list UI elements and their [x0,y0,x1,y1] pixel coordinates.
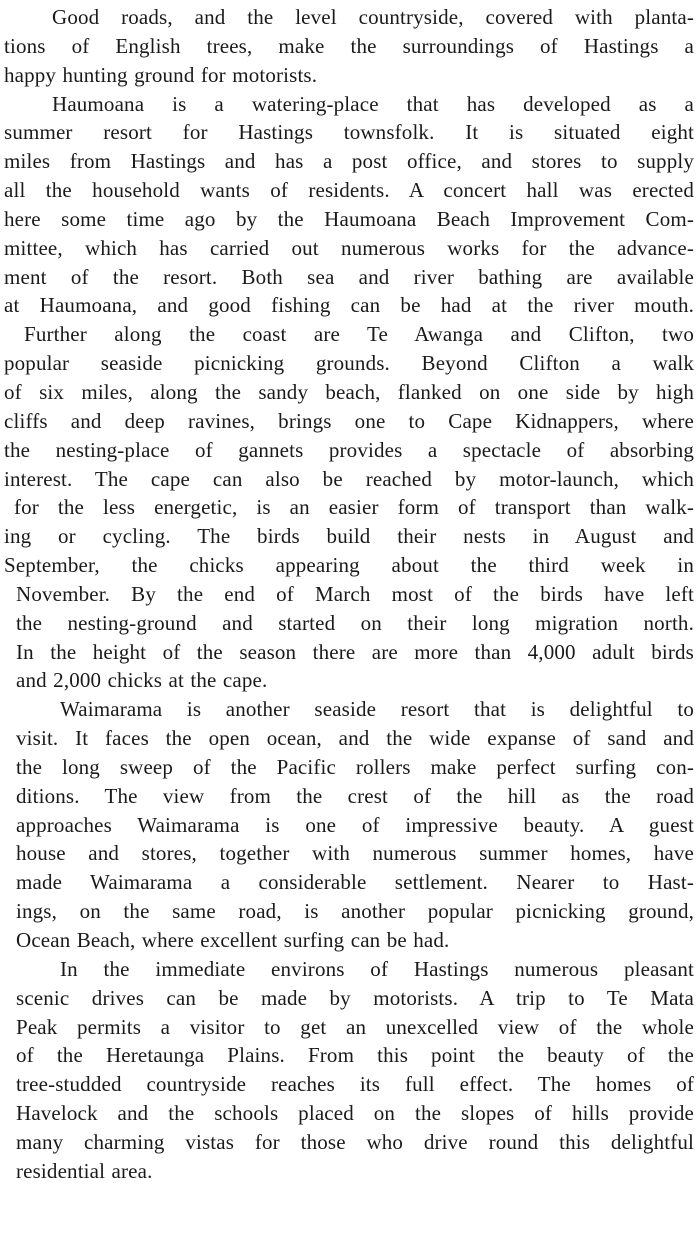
text-line: of the Heretaunga Plains. From this point the beauty of the [16,1043,694,1068]
paragraph-hastings-environs [4,955,694,1186]
text-line: visit. It faces the open ocean, and the wide expanse of sand and [16,726,694,751]
text-line: scenic drives can be made by motorists. A trip to Te Mata [16,985,694,1010]
text-line: miles from Hastings and has a post office, and stores to supply [4,149,694,174]
text-line: Ocean Beach, where excellent surfing can be had. [16,928,450,952]
text-line: all the household wants of residents. A concert hall was erected [4,178,694,203]
text-line: ings, on the same road, is another popular picnicking ground, [16,899,694,924]
text-line: September, the chicks appearing about the third week in [4,553,694,578]
text-line: Good roads, and the level countryside, covered with planta- [52,5,694,29]
text-line: ditions. The view from the crest of the hill as the road [16,783,694,808]
text-line: cliffs and deep ravines, brings one to Cape Kidnappers, where [4,408,694,433]
text-line: tree-studded countryside reaches its full effect. The homes of [16,1072,694,1097]
text-line: ment of the resort. Both sea and river bathing are available [4,264,694,289]
paragraph-cape-kidnappers [4,320,694,695]
document-page [4,3,694,1186]
text-line: interest. The cape can also be reached by motor-launch, which [4,466,694,491]
text-line: residential area. [16,1158,153,1183]
text-line: of six miles, along the sandy beach, flanked on one side by high [4,379,694,404]
text-line: mittee, which has carried out numerous works for the advance- [4,235,694,260]
text-line: In the height of the season there are more than 4,000 adult birds [16,639,694,664]
text-line: happy hunting ground for motorists. [4,62,318,87]
text-line: Havelock and the schools placed on the slopes of hills provide [16,1101,694,1126]
text-line: Further along the coast are Te Awanga and Clifton, two [24,322,694,347]
text-line: house and stores, together with numerous summer homes, have [16,841,694,866]
text-line: summer resort for Hastings townsfolk. It is situated eight [4,120,694,145]
text-line: Peak permits a visitor to get an unexcelled view of the whole [16,1014,694,1039]
text-line: many charming vistas for those who drive round this delightful [16,1129,694,1154]
text-line: for the less energetic, is an easier form of transport than walk- [14,495,694,520]
paragraph-waimarama [4,695,694,955]
paragraph-haumoana [4,90,694,321]
text-line: approaches Waimarama is one of impressive beauty. A guest [16,812,694,837]
text-line: tions of English trees, make the surroundings of Hastings a [4,33,694,58]
text-line: made Waimarama a considerable settlement. Nearer to Hast- [16,870,694,895]
text-line: Haumoana is a watering-place that has developed as a [52,91,694,116]
text-line: the nesting-ground and started on their long migration north. [16,610,694,635]
text-line: the long sweep of the Pacific rollers make perfect surfing con- [16,754,694,779]
text-line: here some time ago by the Haumoana Beach Improvement Com- [4,206,694,231]
text-line: popular seaside picnicking grounds. Beyond Clifton a walk [4,351,694,376]
text-line: the nesting-place of gannets provides a spectacle of absorbing [4,437,694,462]
text-line: Waimarama is another seaside resort that is delightful to [60,697,694,722]
text-line: and 2,000 chicks at the cape. [16,668,268,693]
text-line: In the immediate environs of Hastings numerous pleasant [60,956,694,981]
text-line: November. By the end of March most of the birds have left [16,581,694,606]
text-line: ing or cycling. The birds build their nests in August and [4,524,694,549]
paragraph-motorists [4,3,694,90]
text-line: at Haumoana, and good fishing can be had at the river mouth. [4,293,694,318]
